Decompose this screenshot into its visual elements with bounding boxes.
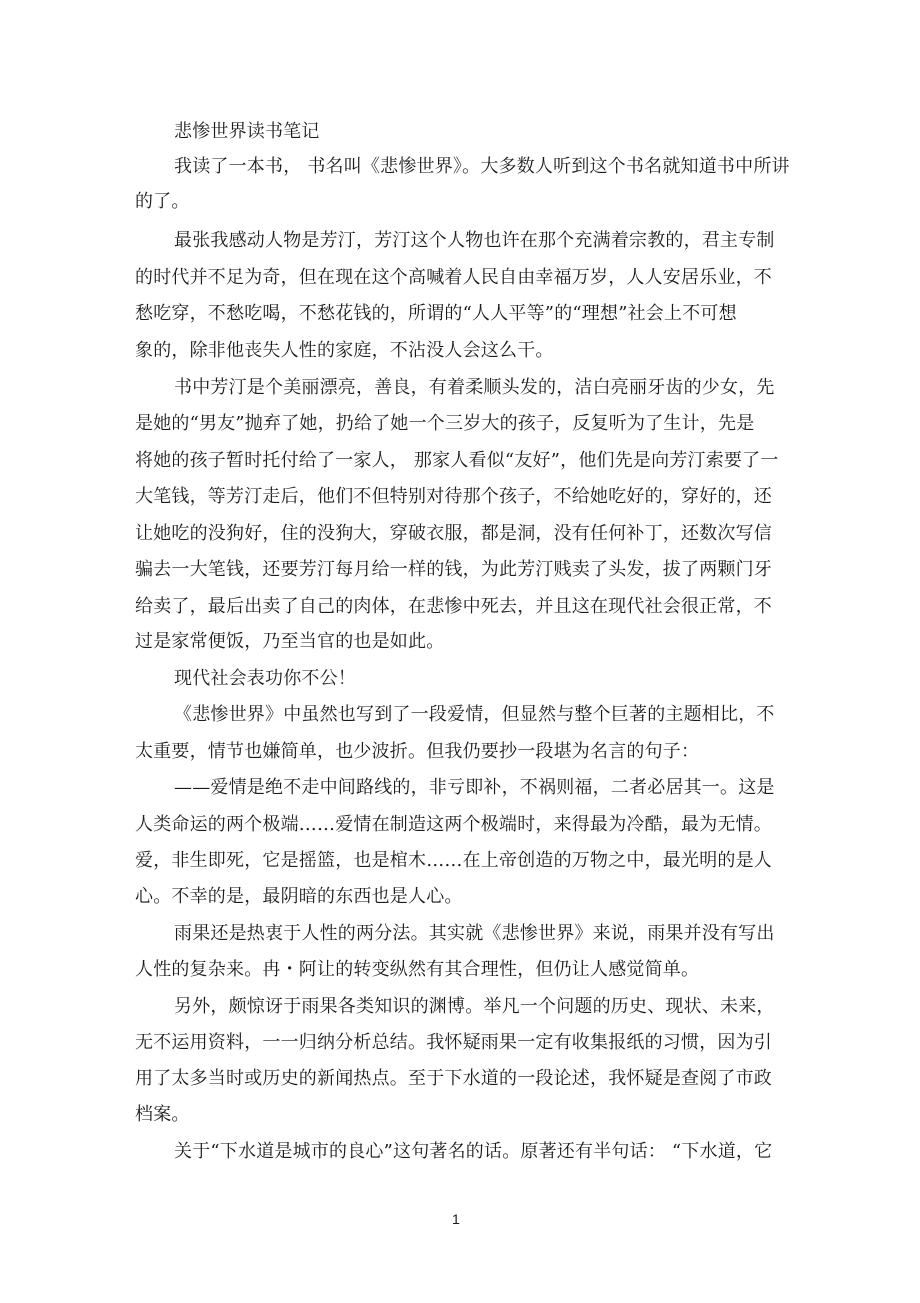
text-line: 是她的“男友”抛弃了她，扔给了她一个三岁大的孩子，反复听为了生计，先是: [135, 413, 755, 434]
text-line: 我读了一本书， 书名叫《悲惨世界》。大多数人听到这个书名就知道书中所讲: [174, 156, 790, 177]
text-line: ——爱情是绝不走中间路线的，非亏即补，不祸则福，二者必居其一。这是: [174, 777, 775, 798]
text-line: 大笔钱，等芳汀走后，他们不但特别对待那个孩子，不给她吃好的，穿好的，还: [135, 486, 772, 507]
text-line: 档案。: [135, 1104, 190, 1125]
text-line: 爱，非生即死，它是摇篮，也是棺木……在上帝创造的万物之中，最光明的是人: [135, 850, 772, 871]
text-line: 骗去一大笔钱，还要芳汀每月给一样的钱，为此芳汀贱卖了头发，拔了两颗门牙: [135, 559, 772, 580]
page-number: 1: [452, 1211, 460, 1227]
text-line: 的了。: [135, 191, 190, 212]
text-line: 另外，颇惊讶于雨果各类知识的渊博。举凡一个问题的历史、现状、未来，: [174, 996, 775, 1017]
text-line: 书中芳汀是个美丽漂亮，善良，有着柔顺头发的，洁白亮丽牙齿的少女，先: [174, 377, 775, 398]
text-line: 的时代并不足为奇，但在现在这个高喊着人民自由幸福万岁，人人安居乐业，不: [135, 267, 772, 288]
text-line: 给卖了，最后出卖了自己的肉体，在悲惨中死去，并且这在现代社会很正常，不: [135, 596, 772, 617]
text-line: 关于“下水道是城市的良心”这句著名的话。原著还有半句话： “下水道，它: [174, 1141, 773, 1162]
text-line: 现代社会表功你不公！: [174, 668, 356, 689]
text-line: 心。不幸的是，最阴暗的东西也是人心。: [135, 886, 463, 907]
text-line: 愁吃穿，不愁吃喝，不愁花钱的，所谓的“人人平等”的“理想”社会上不可想: [135, 303, 737, 324]
document-title: 悲惨世界读书笔记: [174, 121, 320, 142]
text-line: 让她吃的没狗好，住的没狗大，穿破衣服，都是洞，没有任何补丁，还数次写信: [135, 523, 772, 544]
text-line: 雨果还是热衷于人性的两分法。其实就《悲惨世界》来说，雨果并没有写出: [174, 923, 775, 944]
text-line: 人性的复杂来。冉・阿让的转变纵然有其合理性，但仍让人感觉简单。: [135, 959, 700, 980]
text-line: 将她的孩子暂时托付给了一家人， 那家人看似“友好”，他们先是向芳汀索要了一: [135, 450, 779, 471]
text-line: 《悲惨世界》中虽然也写到了一段爱情，但显然与整个巨著的主题相比，不: [174, 704, 775, 725]
text-line: 象的，除非他丧失人性的家庭，不沾没人会这么干。: [135, 340, 554, 361]
text-line: 太重要，情节也嫌简单，也少波折。但我仍要抄一段堪为名言的句子：: [135, 741, 700, 762]
text-line: 过是家常便饭，乃至当官的也是如此。: [135, 631, 445, 652]
text-line: 用了太多当时或历史的新闻热点。至于下水道的一段论述，我怀疑是查阅了市政: [135, 1068, 772, 1089]
text-line: 人类命运的两个极端……爱情在制造这两个极端时，来得最为冷酷，最为无情。: [135, 814, 772, 835]
text-line: 最张我感动人物是芳汀，芳汀这个人物也许在那个充满着宗教的，君主专制: [174, 230, 775, 251]
text-line: 无不运用资料，一一归纳分析总结。我怀疑雨果一定有收集报纸的习惯，因为引: [135, 1032, 772, 1053]
